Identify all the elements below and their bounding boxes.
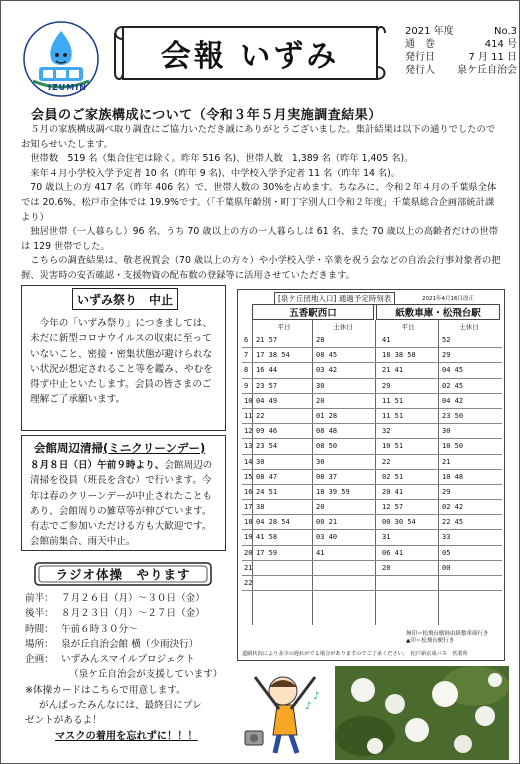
hour-cell: 10 xyxy=(244,396,253,405)
radio-exercise-notice xyxy=(21,561,226,749)
time-cell: 17 38 54 xyxy=(256,351,290,360)
time-cell: 08 50 xyxy=(316,442,338,451)
time-cell: 20 xyxy=(382,563,391,572)
radio-row: 場所： 泉が丘自治会館 横（少雨決行） xyxy=(25,638,199,650)
col-holiday: 土休日 xyxy=(459,322,479,331)
article-paragraph: 来年４月小学校入学予定者 10 名（昨年 9 名)、中学校入学予定者 11 名（昨年 14 名)。 xyxy=(30,167,401,179)
time-cell: 41 xyxy=(382,336,391,344)
time-cell: 20 xyxy=(316,503,325,512)
radio-card-note: ※体操カードはこちらで用意します。 xyxy=(25,684,186,696)
time-cell: 02 42 xyxy=(442,503,464,512)
timetable-row xyxy=(242,576,502,591)
timetable-row xyxy=(242,561,502,576)
timetable-legend xyxy=(406,631,489,645)
article-paragraph: 70 歳以上の方 417 名（昨年 406 名）で、世帯人数の 30%を占めます。ちなみに、令和２年４月の千葉県全体では 20.6%、松戸市全体では 19.9%です。（「千葉県年齢別・町丁字別人口令和２年度」千葉県総合企画部統計課より） xyxy=(21,182,497,223)
hour-cell: 6 xyxy=(244,336,249,344)
legend-note: 無印＝松飛台駅経由紙敷車庫行き xyxy=(406,631,489,637)
hour-cell: 14 xyxy=(244,457,253,466)
logo-word: IZUMIN xyxy=(48,83,87,92)
time-cell: 02 45 xyxy=(442,381,464,390)
article-headline: 会員のご家族構成について（令和３年５月実施調査結果） xyxy=(31,108,382,123)
time-cell: 00 30 54 xyxy=(382,518,416,527)
cleanup-body: ８月８日（日）午前９時より、会館周辺の清掃を役員（班長を含む）で行います。今年は春のクリーンデーが中止されたこともあり、会館周りの雑草等が伸びています。有志でご参加いただける方も大歓迎です。会館前集合、雨天中止。 xyxy=(30,460,213,548)
time-cell: 32 xyxy=(382,427,391,436)
svg-text:♪: ♪ xyxy=(313,691,320,702)
time-cell: 10 48 xyxy=(442,472,464,481)
time-cell: 08 37 xyxy=(316,472,338,481)
issue-row: 発行人 泉ケ丘自治会 xyxy=(405,65,517,76)
time-cell: 30 xyxy=(256,457,265,466)
radio-row: 時間： 午前６時３０分～ xyxy=(25,623,138,635)
station-kamishiki: 紙敷車庫・松飛台駅 xyxy=(376,304,500,320)
hour-cell: 18 xyxy=(244,518,253,527)
radio-body xyxy=(25,591,230,744)
hour-cell: 20 xyxy=(244,548,253,557)
time-cell: 38 xyxy=(256,503,265,512)
time-cell: 33 xyxy=(442,533,451,542)
time-cell: 30 xyxy=(442,427,451,436)
time-cell: 10 50 xyxy=(442,442,464,451)
time-cell: 04 45 xyxy=(442,366,464,375)
time-cell: 41 58 xyxy=(256,533,278,542)
issue-row: 通 巻 414 号 xyxy=(405,39,517,50)
time-cell: 01 28 xyxy=(316,411,338,420)
radio-prize: がんばったみんなには、最終日にプレ xyxy=(39,700,202,712)
time-cell: 17 59 xyxy=(256,548,278,557)
timetable-row xyxy=(242,394,502,409)
time-cell: 30 xyxy=(316,381,325,390)
time-cell: 04 28 54 xyxy=(256,518,290,527)
time-cell: 24 51 xyxy=(256,487,278,496)
hour-cell: 19 xyxy=(244,533,253,542)
hour-cell: 17 xyxy=(244,503,253,512)
time-cell: 29 xyxy=(442,487,451,496)
hour-cell: 15 xyxy=(244,472,253,481)
col-weekday: 平日 xyxy=(401,322,415,331)
time-cell: 28 xyxy=(316,336,325,344)
time-cell: 22 45 xyxy=(442,518,464,527)
time-cell: 23 57 xyxy=(256,381,278,390)
article-paragraph: こちらの調査結果は、敬老祝賀会（70 歳以上の方々）や小学校入学・卒業を祝う会などの自治会行事対象者の把握、災害時の安否確認・支援物資の配布数の登録等に活用させていただきます。 xyxy=(21,255,501,281)
hour-cell: 8 xyxy=(244,366,249,375)
time-cell: 29 xyxy=(442,351,451,360)
hour-cell: 21 xyxy=(244,563,253,572)
timetable-row xyxy=(242,348,502,363)
timetable-row xyxy=(242,530,502,545)
timetable-row xyxy=(242,470,502,485)
mask-reminder: マスクの着用を忘れずに！！！ xyxy=(55,730,198,742)
article-paragraph: 世帯数 519 名（集合住宅は除く。昨年 516 名)、世帯人数 1,389 名（昨年 1,405 名)。 xyxy=(30,153,414,165)
time-cell: 21 xyxy=(442,457,451,466)
time-cell: 04 42 xyxy=(442,396,464,405)
timetable-row xyxy=(242,333,502,348)
radio-row: 後半： ８月２３日（月）～２７日（金） xyxy=(25,608,205,620)
timetable-row xyxy=(242,409,502,424)
timetable-row xyxy=(242,546,502,561)
time-cell: 21 57 xyxy=(256,336,278,344)
hour-cell: 16 xyxy=(244,487,253,496)
time-cell: 04 49 xyxy=(256,396,278,405)
hour-cell: 12 xyxy=(244,427,253,436)
issue-info xyxy=(405,25,517,77)
timetable-row xyxy=(242,455,502,470)
time-cell: 03 42 xyxy=(316,366,338,375)
cleanup-title: 会館周辺清掃(ミニクリーンデー) xyxy=(34,441,206,455)
time-cell: 11 51 xyxy=(382,411,404,420)
hour-cell: 9 xyxy=(244,381,249,390)
time-cell: 05 xyxy=(442,548,451,557)
time-cell: 52 xyxy=(442,336,451,344)
legend-note: ▲印＝松飛台駅行き xyxy=(406,638,455,644)
bus-timetable xyxy=(237,289,505,661)
radio-prize-cont: ゼントがあるよ！ xyxy=(25,715,102,727)
article-body xyxy=(21,123,501,284)
time-cell: 06 41 xyxy=(382,548,404,557)
exercising-child-illustration xyxy=(239,669,329,757)
time-cell: 20 xyxy=(316,396,325,405)
issue-row: 2021 年度 No.3 xyxy=(405,26,517,37)
time-cell: 41 xyxy=(316,548,325,557)
time-cell: 00 xyxy=(442,563,451,572)
time-cell: 30 xyxy=(316,457,325,466)
station-goko: 五香駅西口 xyxy=(252,304,374,320)
time-cell: 10 51 xyxy=(382,442,404,451)
newsletter-title: 会報 いずみ xyxy=(160,39,340,74)
radio-title-banner xyxy=(33,561,213,587)
hour-cell: 22 xyxy=(244,579,253,587)
time-cell: 16 44 xyxy=(256,366,278,375)
timetable-row xyxy=(242,500,502,515)
time-cell: 29 xyxy=(382,381,391,390)
timetable-row xyxy=(242,424,502,439)
time-cell: 18 38 58 xyxy=(382,351,416,360)
white-roses-photo xyxy=(335,666,509,760)
title-banner xyxy=(109,21,391,85)
col-holiday: 土休日 xyxy=(333,322,353,331)
timetable-title: [泉ケ丘団地入口] 通過予定時刻表 xyxy=(274,292,395,305)
hour-cell: 7 xyxy=(244,351,249,360)
festival-notice xyxy=(21,285,226,431)
time-cell: 18 39 59 xyxy=(316,487,350,496)
time-cell: 00 21 xyxy=(316,518,338,527)
hour-cell: 13 xyxy=(244,442,253,451)
radio-sponsor: （泉ケ丘自治会が支援しています） xyxy=(69,669,223,681)
time-cell: 08 47 xyxy=(256,472,278,481)
col-weekday: 平日 xyxy=(277,322,291,331)
hour-cell: 11 xyxy=(244,411,253,420)
radio-row: 企画： いずみんスマイルプロジェクト xyxy=(25,654,195,666)
time-cell: 21 41 xyxy=(382,366,404,375)
time-cell: 08 48 xyxy=(316,427,338,436)
time-cell: 11 51 xyxy=(382,396,404,405)
article-paragraph: ５月の家族構成調べ取り調査にご協力いただき誠にありがとうございました。集計結果は以下の通りでしたのでお知らせいたします。 xyxy=(21,124,496,150)
article-paragraph: 独居世帯（一人暮らし）96 名、うち 70 歳以上の方の一人暮らしは 61 名、また 70 歳以上の高齢者だけの世帯は 129 世帯でした。 xyxy=(21,226,499,252)
time-cell: 02 51 xyxy=(382,472,404,481)
issue-row: 発行日 7 月 11 日 xyxy=(405,52,517,63)
time-cell: 12 57 xyxy=(382,503,404,512)
time-cell: 31 xyxy=(382,533,391,542)
cleanup-notice xyxy=(21,435,226,551)
timetable-row xyxy=(242,363,502,378)
time-cell: 09 46 xyxy=(256,427,278,436)
time-cell: 22 xyxy=(256,411,265,420)
radio-title: ラジオ体操 やります xyxy=(55,567,191,582)
radio-row: 前半： ７月２６日（月）～３０日（金） xyxy=(25,593,205,604)
timetable-row xyxy=(242,485,502,500)
time-cell: 23 50 xyxy=(442,411,464,420)
festival-body: 今年の「いずみ祭り」につきましては、未だに新型コロナウイルスの収束に至っていないこと、密接・密集状態が避けられない状況が想定されること等を鑑み、やむを得ず中止といたします。会員の皆さまのご理解ご了承願います。 xyxy=(30,318,213,406)
time-cell: 20 41 xyxy=(382,487,404,496)
time-cell: 23 54 xyxy=(256,442,278,451)
festival-title: いずみ祭り 中止 xyxy=(72,288,178,310)
time-cell: 03 40 xyxy=(316,533,338,542)
timetable-footnote: 道路状況により多少の遅れがでる場合がありますのでご了承ください。 松戸新京成バス 営業所 xyxy=(242,651,468,657)
timetable-row xyxy=(242,515,502,530)
time-cell: 22 xyxy=(382,457,391,466)
timetable-date: 2021年4月16日改正 xyxy=(422,296,474,302)
time-cell: 08 45 xyxy=(316,351,338,360)
timetable-grid xyxy=(242,333,502,591)
timetable-row xyxy=(242,379,502,394)
timetable-row xyxy=(242,439,502,454)
svg-text:♪: ♪ xyxy=(305,701,312,712)
